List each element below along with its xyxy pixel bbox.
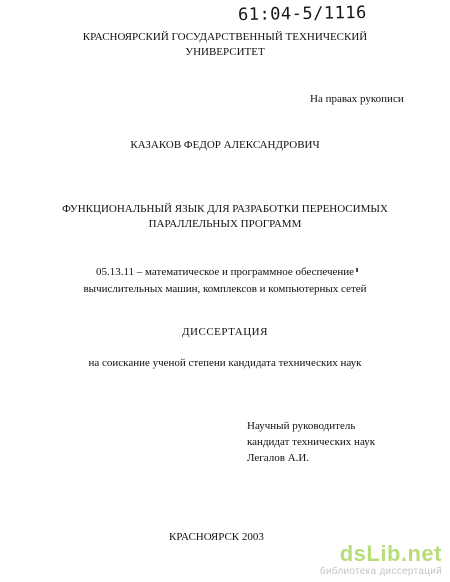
author-name: КАЗАКОВ ФЕДОР АЛЕКСАНДРОВИЧ bbox=[130, 139, 320, 151]
specialty-line1: 05.13.11 – математическое и программное обеспечение bbox=[95, 266, 355, 278]
specialty-line2: вычислительных машин, комплексов и компьютерных сетей bbox=[83, 283, 367, 295]
city-and-year: КРАСНОЯРСК 2003 bbox=[169, 531, 264, 543]
supervisor-degree: кандидат технических наук bbox=[247, 436, 376, 448]
degree-line: на соискание ученой степени кандидата технических наук bbox=[88, 357, 362, 369]
ink-mark bbox=[356, 268, 358, 272]
thesis-title-line2: ПАРАЛЛЕЛЬНЫХ ПРОГРАММ bbox=[148, 218, 302, 230]
supervisor-name: Легалов А.И. bbox=[247, 452, 310, 464]
document-type: ДИССЕРТАЦИЯ bbox=[182, 326, 268, 338]
thesis-title-line1: ФУНКЦИОНАЛЬНЫЙ ЯЗЫК ДЛЯ РАЗРАБОТКИ ПЕРЕНОСИМЫХ bbox=[62, 203, 388, 215]
supervisor-role: Научный руководитель bbox=[247, 420, 356, 432]
manuscript-rights-note: На правах рукописи bbox=[310, 93, 404, 105]
watermark-logo: dsLib.net bbox=[339, 541, 442, 566]
institution-name-line2: УНИВЕРСИТЕТ bbox=[185, 46, 265, 58]
institution-name-line1: КРАСНОЯРСКИЙ ГОСУДАРСТВЕННЫЙ ТЕХНИЧЕСКИЙ bbox=[82, 31, 368, 43]
handwritten-archive-code: 61:04-5/1116 bbox=[237, 2, 367, 26]
watermark-subtitle: библиотека диссертаций bbox=[319, 566, 442, 577]
dslib-watermark bbox=[292, 542, 442, 578]
